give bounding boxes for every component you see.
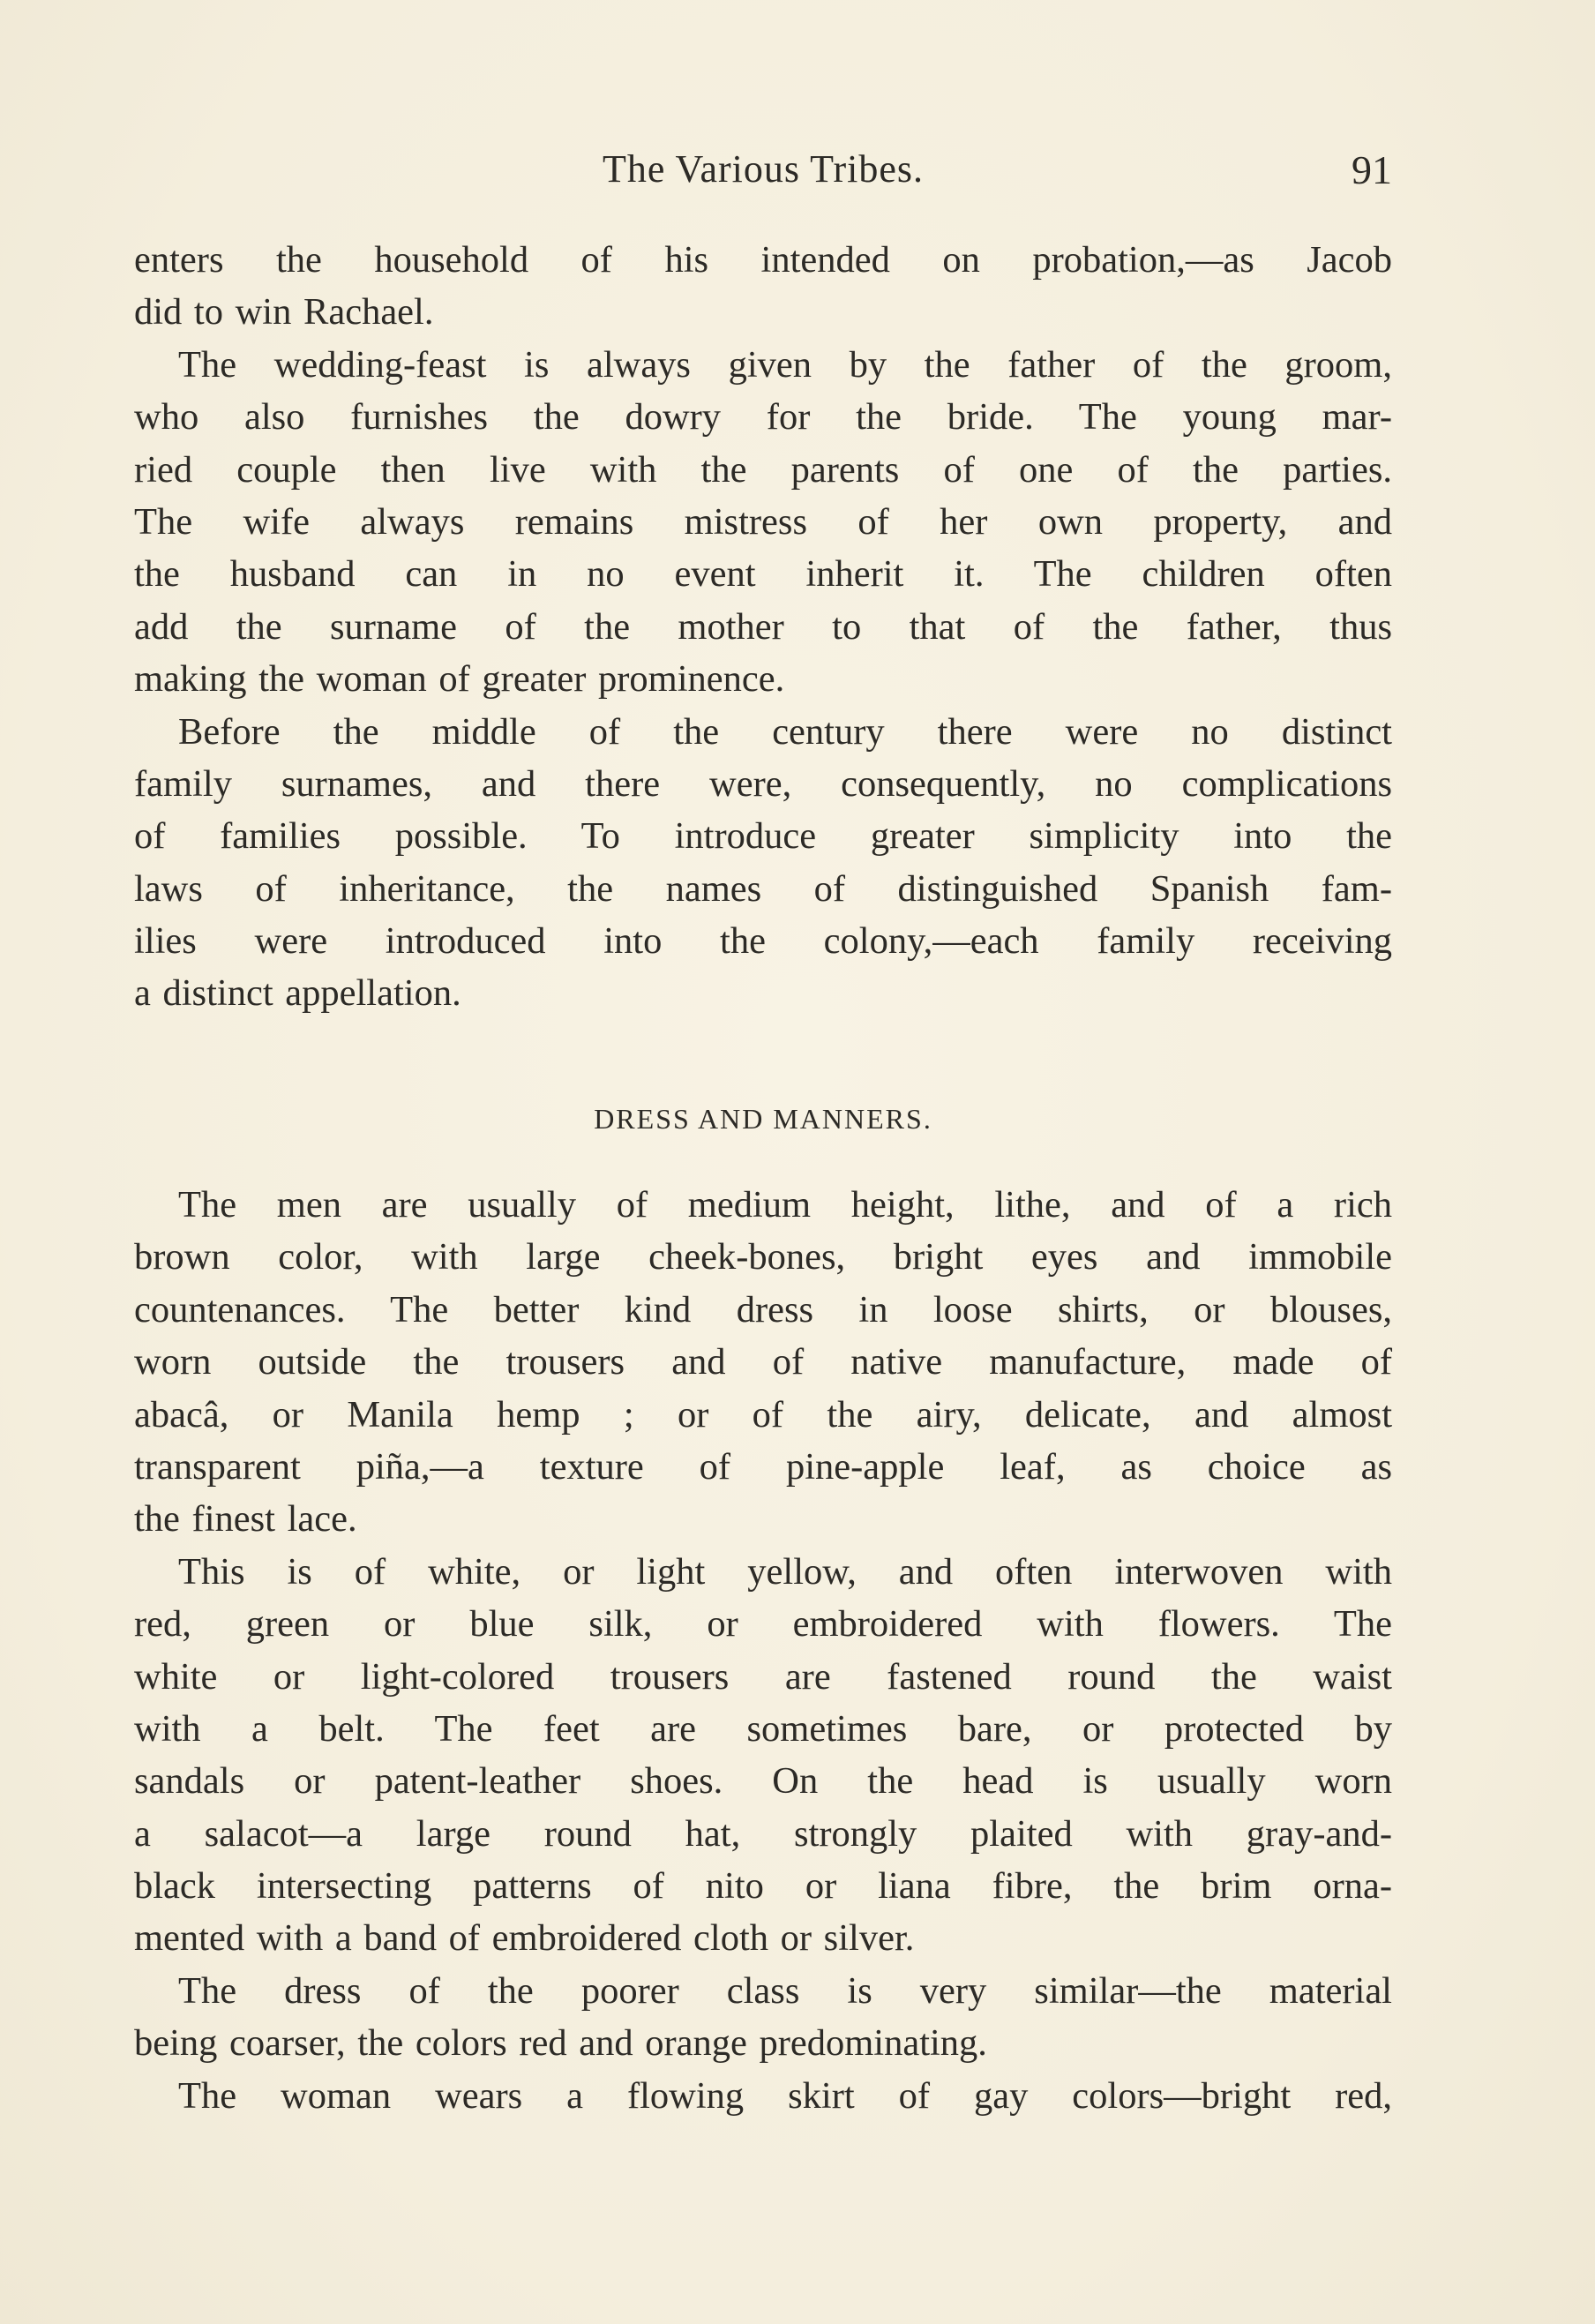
page-header bbox=[134, 141, 1392, 194]
text-line: red, green or blue silk, or embroidered with flowers. The bbox=[134, 1603, 1392, 1646]
running-title: The Various Tribes. bbox=[602, 147, 925, 191]
text-line: worn outside the trousers and of native manufacture, made of bbox=[134, 1341, 1392, 1383]
text-line: sandals or patent-leather shoes. On the head is usually worn bbox=[134, 1760, 1392, 1803]
text-line: enters the household of his intended on probation,—as Jacob bbox=[134, 239, 1392, 281]
text-line: brown color, with large cheek-bones, bright eyes and immobile bbox=[134, 1236, 1392, 1278]
text-line: The dress of the poorer class is very similar—the material bbox=[178, 1969, 1392, 2012]
text-line: laws of inheritance, the names of distinguished Spanish fam- bbox=[134, 867, 1392, 910]
section-heading: DRESS AND MANNERS. bbox=[594, 1103, 932, 1135]
text-line: This is of white, or light yellow, and often interwoven with bbox=[178, 1550, 1392, 1593]
text-line: being coarser, the colors red and orange predominating. bbox=[134, 2022, 987, 2065]
text-line: transparent piña,—a texture of pine-apple leaf, as choice as bbox=[134, 1445, 1392, 1488]
body-text-upper bbox=[134, 234, 1392, 1020]
text-line: ilies were introduced into the colony,—each family receiving bbox=[134, 920, 1392, 963]
text-line: The woman wears a flowing skirt of gay colors—bright red, bbox=[178, 2074, 1392, 2117]
text-line: the finest lace. bbox=[134, 1498, 357, 1541]
text-line: black intersecting patterns of nito or liana fibre, the brim orna- bbox=[134, 1865, 1392, 1908]
text-line: The men are usually of medium height, lithe, and of a rich bbox=[178, 1184, 1392, 1226]
text-line: family surnames, and there were, consequently, no complications bbox=[134, 762, 1392, 805]
text-line: a distinct appellation. bbox=[134, 972, 461, 1015]
text-line: who also furnishes the dowry for the bride. The young mar- bbox=[134, 396, 1392, 439]
text-line: did to win Rachael. bbox=[134, 291, 434, 334]
text-line: The wedding-feast is always given by the father of the groom, bbox=[178, 343, 1392, 386]
text-line: with a belt. The feet are sometimes bare, or protected by bbox=[134, 1707, 1392, 1750]
text-line: making the woman of greater prominence. bbox=[134, 658, 785, 701]
text-line: white or light-colored trousers are fastened round the waist bbox=[134, 1655, 1392, 1698]
text-line: The wife always remains mistress of her own property, and bbox=[134, 500, 1392, 543]
body-text-lower bbox=[134, 1179, 1392, 2122]
text-line: abacâ, or Manila hemp ; or of the airy, delicate, and almost bbox=[134, 1393, 1392, 1436]
text-line: the husband can in no event inherit it. The children often bbox=[134, 553, 1392, 596]
text-line: ried couple then live with the parents of one of the parties. bbox=[134, 448, 1392, 491]
text-line: a salacot—a large round hat, strongly plaited with gray-and- bbox=[134, 1812, 1392, 1855]
text-line: mented with a band of embroidered cloth or silver. bbox=[134, 1917, 915, 1960]
text-line: of families possible. To introduce greater simplicity into the bbox=[134, 815, 1392, 858]
text-line: add the surname of the mother to that of the father, thus bbox=[134, 605, 1392, 648]
text-line: countenances. The better kind dress in loose shirts, or blouses, bbox=[134, 1288, 1392, 1331]
page-number: 91 bbox=[1352, 147, 1392, 192]
text-line: Before the middle of the century there were no distinct bbox=[178, 710, 1392, 753]
